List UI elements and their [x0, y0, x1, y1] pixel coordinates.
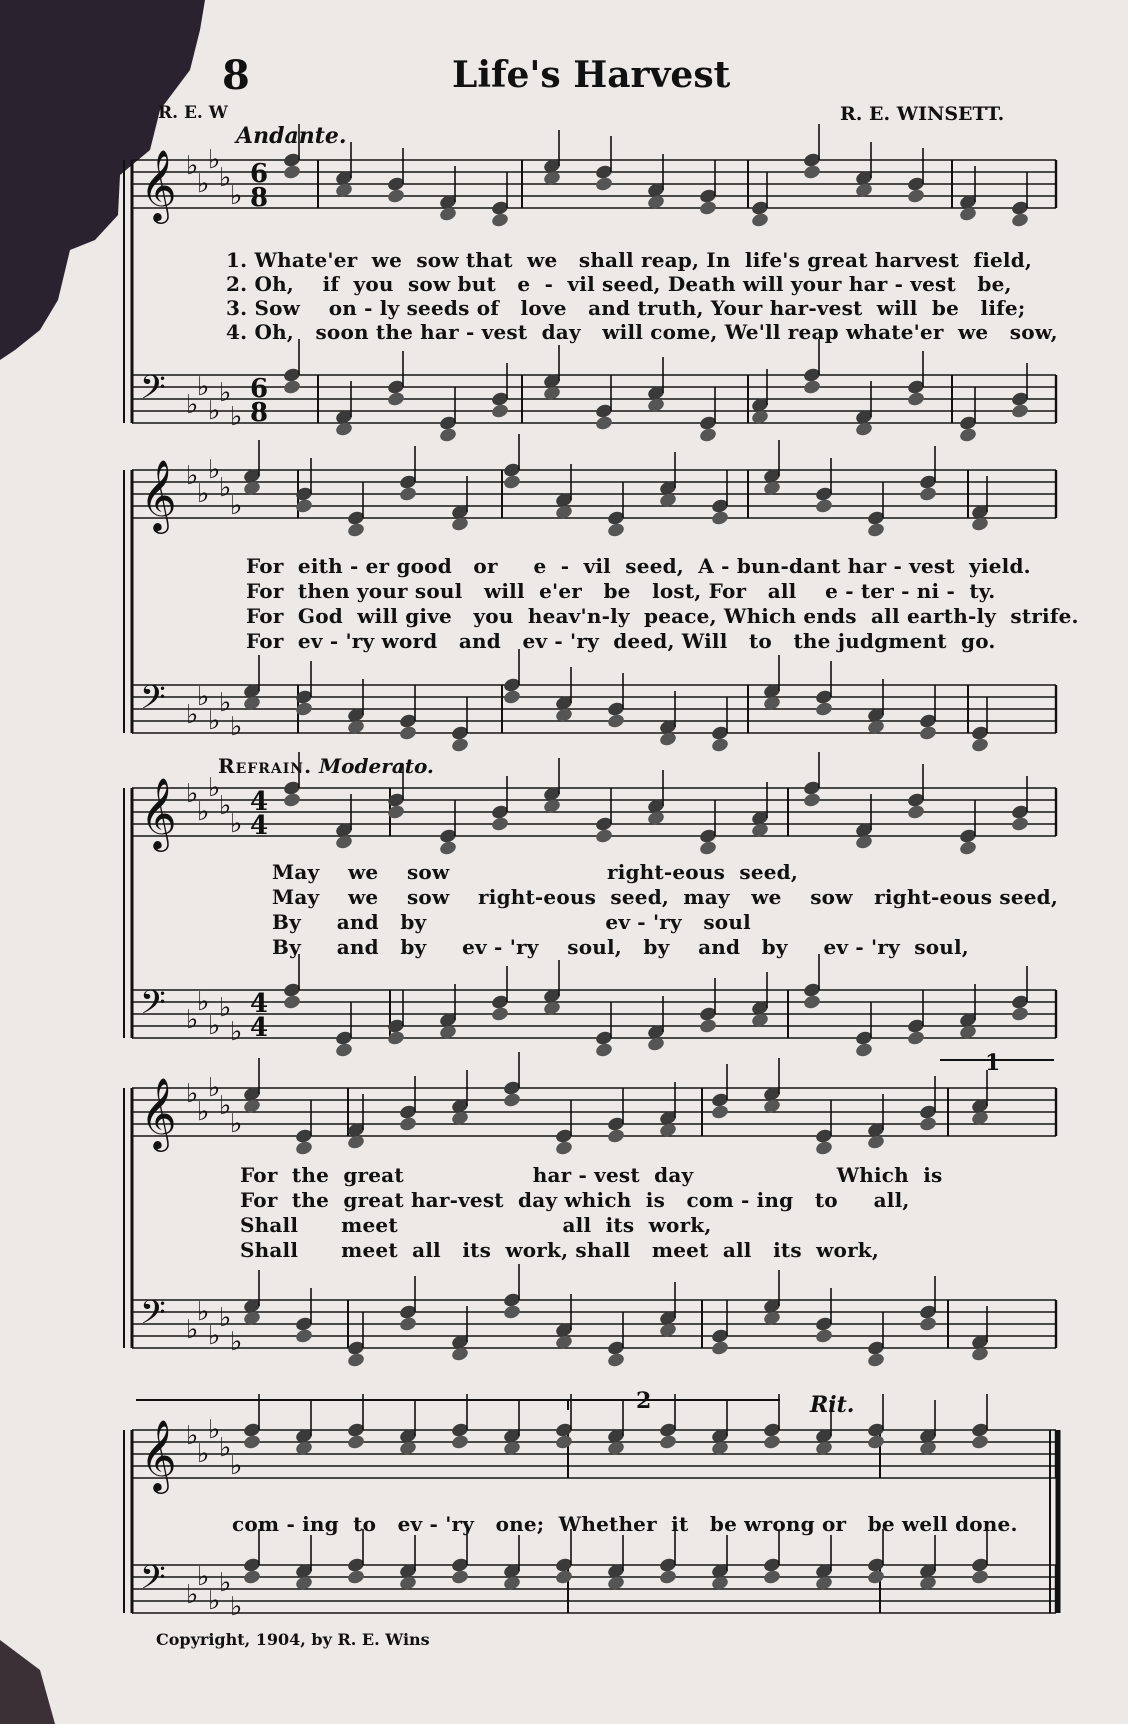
flat-sign: ♭ — [197, 987, 210, 1017]
flat-sign: ♭ — [230, 402, 243, 432]
note-head — [606, 713, 625, 730]
note-head — [698, 1018, 717, 1035]
composer-credit: R. E. WINSETT. — [840, 103, 1005, 125]
flat-sign: ♭ — [197, 1439, 210, 1469]
time-signature: 8 — [250, 183, 269, 213]
flat-sign: ♭ — [230, 181, 243, 211]
hymn-title: Life's Harvest — [452, 54, 731, 96]
note-head — [814, 498, 833, 515]
note-head — [554, 1569, 573, 1586]
note-head — [450, 1569, 469, 1586]
note-head — [554, 1434, 573, 1451]
flat-sign: ♭ — [230, 1592, 243, 1622]
flat-sign: ♭ — [219, 473, 232, 503]
note-head — [698, 840, 717, 857]
copyright-notice: Copyright, 1904, by R. E. Wins — [156, 1630, 430, 1649]
note-head — [606, 522, 625, 539]
note-head — [906, 804, 925, 821]
note-head — [450, 737, 469, 754]
note-head — [750, 212, 769, 229]
flat-sign: ♭ — [230, 1451, 243, 1481]
note-head — [762, 1569, 781, 1586]
note-head — [398, 486, 417, 503]
note-head — [710, 737, 729, 754]
flat-sign: ♭ — [197, 797, 210, 827]
note-head — [1010, 212, 1029, 229]
flat-sign: ♭ — [208, 145, 221, 175]
flat-sign: ♭ — [208, 455, 221, 485]
lyric-line: 2. Oh, if you sow but e - vil seed, Death will your har - vest be, — [226, 272, 1012, 296]
note-head — [918, 486, 937, 503]
note-head — [906, 1030, 925, 1047]
lyric-line: 1. Whate'er we sow that we shall reap, In life's great harvest field, — [226, 248, 1033, 272]
treble-clef: 𝄞 — [140, 1076, 177, 1149]
treble-clef: 𝄞 — [140, 1418, 177, 1491]
note-head — [710, 1340, 729, 1357]
flat-sign: ♭ — [186, 1079, 199, 1109]
note-head — [490, 816, 509, 833]
lyric-line: May we sow right-eous seed, — [272, 860, 799, 884]
note-head — [490, 212, 509, 229]
note-head — [398, 1116, 417, 1133]
note-head — [502, 1304, 521, 1321]
note-head — [282, 379, 301, 396]
note-head — [594, 1042, 613, 1059]
flat-sign: ♭ — [230, 809, 243, 839]
flat-sign: ♭ — [208, 1011, 221, 1041]
note-head — [970, 1434, 989, 1451]
lyric-line: May we sow right-eous seed, may we sow right-eous seed, — [272, 885, 1059, 909]
treble-clef: 𝄞 — [140, 776, 177, 849]
bass-clef: 𝄢 — [140, 1559, 166, 1605]
note-head — [242, 1434, 261, 1451]
lyric-line: For ev - 'ry word and ev - 'ry deed, Will to the judgment go. — [246, 629, 996, 653]
flat-sign: ♭ — [219, 1433, 232, 1463]
note-head — [502, 1092, 521, 1109]
lyric-line: By and by ev - 'ry soul, by and by ev - 'ry soul, — [272, 935, 969, 959]
note-head — [802, 164, 821, 181]
flat-sign: ♭ — [208, 1586, 221, 1616]
note-head — [802, 379, 821, 396]
flat-sign: ♭ — [208, 773, 221, 803]
note-head — [698, 427, 717, 444]
note-head — [398, 1316, 417, 1333]
note-head — [866, 1434, 885, 1451]
lyric-line: Shall meet all its work, shall meet all its work, — [240, 1238, 880, 1262]
note-head — [802, 994, 821, 1011]
lyric-line: 3. Sow on - ly seeds of love and truth, Your har-vest will be life; — [226, 296, 1026, 320]
flat-sign: ♭ — [219, 163, 232, 193]
bass-clef: 𝄢 — [140, 984, 166, 1030]
note-head — [762, 1434, 781, 1451]
note-head — [242, 1569, 261, 1586]
note-head — [438, 427, 457, 444]
flat-sign: ♭ — [230, 1109, 243, 1139]
note-head — [918, 725, 937, 742]
flat-sign: ♭ — [186, 151, 199, 181]
note-head — [606, 1352, 625, 1369]
bass-clef: 𝄢 — [140, 679, 166, 725]
treble-clef: 𝄞 — [140, 148, 177, 221]
note-head — [814, 1328, 833, 1345]
flat-sign: ♭ — [197, 1562, 210, 1592]
note-head — [346, 522, 365, 539]
note-head — [346, 1434, 365, 1451]
note-head — [918, 1116, 937, 1133]
note-head — [346, 1569, 365, 1586]
note-head — [658, 1434, 677, 1451]
flat-sign: ♭ — [186, 779, 199, 809]
note-head — [906, 391, 925, 408]
note-head — [282, 164, 301, 181]
flat-sign: ♭ — [219, 993, 232, 1023]
first-ending-number: 1 — [985, 1050, 1001, 1076]
note-head — [866, 522, 885, 539]
flat-sign: ♭ — [197, 479, 210, 509]
time-signature: 8 — [250, 398, 269, 428]
note-head — [282, 792, 301, 809]
refrain-tempo: Moderato. — [319, 754, 434, 778]
note-head — [294, 1140, 313, 1157]
note-head — [918, 1316, 937, 1333]
note-head — [282, 994, 301, 1011]
flat-sign: ♭ — [219, 1091, 232, 1121]
flat-sign: ♭ — [230, 712, 243, 742]
flat-sign: ♭ — [208, 1415, 221, 1445]
note-head — [1010, 1006, 1029, 1023]
note-head — [958, 840, 977, 857]
time-signature: 4 — [250, 989, 269, 1019]
note-head — [854, 1042, 873, 1059]
note-head — [1010, 816, 1029, 833]
flat-sign: ♭ — [186, 1005, 199, 1035]
flat-sign: ♭ — [197, 169, 210, 199]
ritardando-marking: Rit. — [810, 1392, 855, 1418]
flat-sign: ♭ — [186, 1421, 199, 1451]
note-head — [958, 427, 977, 444]
flat-sign: ♭ — [208, 396, 221, 426]
tempo-marking: Andante. — [236, 123, 347, 149]
lyric-line: For God will give you heav'n-ly peace, Which ends all earth-ly strife. — [246, 604, 1079, 628]
note-head — [490, 403, 509, 420]
note-head — [1010, 403, 1029, 420]
note-head — [386, 391, 405, 408]
note-head — [502, 689, 521, 706]
flat-sign: ♭ — [186, 1580, 199, 1610]
flat-sign: ♭ — [186, 1315, 199, 1345]
time-signature: 6 — [250, 159, 269, 189]
lyric-line: Shall meet all its work, — [240, 1213, 712, 1237]
lyricist-credit: R. E. W — [158, 103, 228, 123]
note-head — [606, 1128, 625, 1145]
flat-sign: ♭ — [219, 791, 232, 821]
note-head — [802, 792, 821, 809]
note-head — [658, 1569, 677, 1586]
note-head — [554, 1140, 573, 1157]
flat-sign: ♭ — [186, 461, 199, 491]
note-head — [502, 474, 521, 491]
flat-sign: ♭ — [186, 390, 199, 420]
note-head — [490, 1006, 509, 1023]
second-ending-bracket — [568, 1400, 780, 1410]
flat-sign: ♭ — [197, 682, 210, 712]
flat-sign: ♭ — [230, 1327, 243, 1357]
time-signature: 4 — [250, 787, 269, 817]
flat-sign: ♭ — [219, 1568, 232, 1598]
lyric-line: For the great har-vest day which is com - ing to all, — [240, 1188, 910, 1212]
lyric-line: For the great har - vest day Which is — [240, 1163, 943, 1187]
treble-clef: 𝄞 — [140, 458, 177, 531]
note-head — [450, 1434, 469, 1451]
flat-sign: ♭ — [219, 688, 232, 718]
lyric-line: 4. Oh, soon the har - vest day will come, We'll reap whate'er we sow, — [226, 320, 1058, 344]
flat-sign: ♭ — [208, 1073, 221, 1103]
note-head — [866, 1352, 885, 1369]
note-head — [386, 188, 405, 205]
lyric-line: For eith - er good or e - vil seed, A - bun-dant har - vest yield. — [246, 554, 1031, 578]
note-head — [346, 1352, 365, 1369]
flat-sign: ♭ — [219, 1303, 232, 1333]
note-head — [438, 840, 457, 857]
flat-sign: ♭ — [219, 378, 232, 408]
note-head — [594, 176, 613, 193]
flat-sign: ♭ — [197, 372, 210, 402]
time-signature: 6 — [250, 374, 269, 404]
lyric-line: By and by ev - 'ry soul — [272, 910, 751, 934]
bass-clef: 𝄢 — [140, 1294, 166, 1340]
flat-sign: ♭ — [230, 1017, 243, 1047]
flat-sign: ♭ — [208, 1321, 221, 1351]
flat-sign: ♭ — [197, 1297, 210, 1327]
note-head — [814, 701, 833, 718]
hymn-number: 8 — [222, 52, 250, 99]
lyric-line: com - ing to ev - 'ry one; Whether it be wrong or be well done. — [232, 1512, 1018, 1536]
time-signature: 4 — [250, 1013, 269, 1043]
note-head — [294, 1328, 313, 1345]
note-head — [710, 1104, 729, 1121]
flat-sign: ♭ — [197, 1097, 210, 1127]
flat-sign: ♭ — [186, 700, 199, 730]
flat-sign: ♭ — [208, 706, 221, 736]
second-ending-number: 2 — [636, 1388, 652, 1414]
bass-clef: 𝄢 — [140, 369, 166, 415]
refrain-label: Refrain. — [218, 754, 313, 778]
note-head — [698, 200, 717, 217]
note-head — [906, 188, 925, 205]
flat-sign: ♭ — [230, 491, 243, 521]
time-signature: 4 — [250, 811, 269, 841]
note-head — [814, 1140, 833, 1157]
note-head — [970, 1569, 989, 1586]
note-head — [710, 510, 729, 527]
note-head — [970, 737, 989, 754]
note-head — [334, 1042, 353, 1059]
note-head — [866, 1569, 885, 1586]
note-head — [398, 725, 417, 742]
note-head — [594, 828, 613, 845]
note-head — [594, 415, 613, 432]
lyric-line: For then your soul will e'er be lost, For all e - ter - ni - ty. — [246, 579, 996, 603]
